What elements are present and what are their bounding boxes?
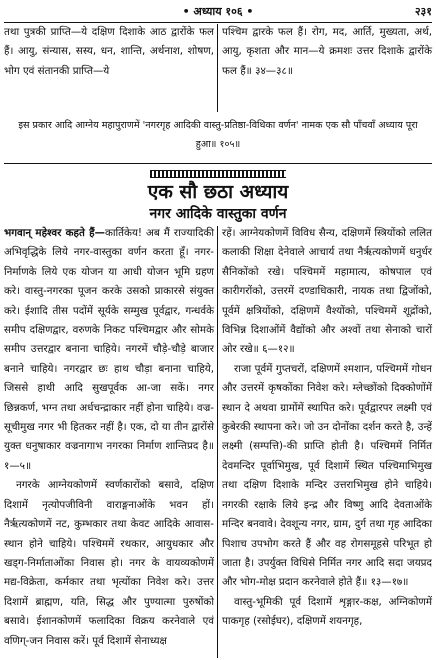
top-left-text: तथा पुत्रकी प्राप्ति—ये दक्षिण दिशाके आठ द्वारोंके फल हैं। आयु, संन्यास, सस्य, धन, शान्ति, अर्थनाश, शोषण, भोग एवं संतानकी प्राप्ति—ये bbox=[4, 26, 214, 77]
body-left-paragraph-2: नगरके आग्नेयकोणमें स्वर्णकारोंको बसावे, दक्षिण दिशामें नृत्योपजीविनी वाराङ्गनाओंके भवन हों। नैर्ऋत्यकोणमें नट, कुम्भकार तथा केवट आदिके आवास-स्थान होने चाहिये। पश्चिममें रथकार, आयुधकार और खड्ग-निर्माताओंका निवास हो। नगर के वायव्यकोणमें मद्य-विक्रेता, कर्मकार तथा भृत्योंका निवेश करे। उत्तर दिशामें ब्राह्मण, यति, सिद्ध और पुण्यात्मा पुरुषोंको बसावे। ईशानकोणमें फलादिका विक्रय करनेवाले एवं वणिग्-जन निवास करें। पूर्व दिशामें सेनाध्यक्ष bbox=[4, 479, 214, 647]
title-ornament bbox=[150, 170, 286, 178]
top-right-text: पश्चिम द्वारके फल हैं। रोग, मद, आर्ति, मुख्यता, अर्थ, आयु, कृशता और मान—ये क्रमशः उत्तर दिशाके द्वारोंके फल हैं॥ ३४—३८॥ bbox=[222, 26, 432, 77]
body-left-column bbox=[4, 224, 214, 658]
chapter-header: • अध्याय १०६ • bbox=[182, 4, 254, 18]
body-right-paragraph-3: वास्तु-भूमिकी पूर्व दिशामें शृङ्गार-कक्ष, अग्निकोणमें पाकगृह (रसोईघर), दक्षिणमें शयनगृह, bbox=[222, 595, 432, 628]
body-columns bbox=[4, 224, 432, 658]
section-rule bbox=[4, 163, 432, 164]
top-right-column bbox=[222, 23, 432, 115]
body-right-paragraph-2: राजा पूर्वमें गुप्तचरों, दक्षिणमें श्मशान, पश्चिममें गोधन और उत्तरमें कृषकोंका निवेश करे। म्लेच्छोंको दिक्कोणोंमें स्थान दे अथवा ग्रामोंमें स्थापित करे। पूर्वद्वारपर लक्ष्मी एवं कुबेरकी स्थापना करे। जो उन दोनोंका दर्शन करते है, उन्हें लक्ष्मी (सम्पत्ति)-की प्राप्ति होती है। पश्चिममें निर्मित देवमन्दिर पूर्वाभिमुख, पूर्व दिशामें स्थित पश्चिमाभिमुख तथा दक्षिण दिशाके मन्दिर उत्तराभिमुख होने चाहिये। नगरकी रक्षाके लिये इन्द्र और विष्णु आदि देवताओंके मन्दिर बनवावे। देवशून्य नगर, ग्राम, दुर्ग तथा गृह आदिका पिशाच उपभोग करते हैं और वह रोगसमूहसे परिभूत हो जाता है। उपर्युक्त विधिसे निर्मित नगर आदि सदा जयप्रद और भोग-मोक्ष प्रदान करनेवाले होते हैं॥ १३—१७॥ bbox=[222, 362, 432, 589]
page-number: २३१ bbox=[414, 4, 432, 18]
speaker-label: भगवान् महेश्वर कहते हैं— bbox=[4, 227, 105, 239]
body-right-paragraph-1: रहें। आग्नेयकोणमें विविध सैन्य, दक्षिणमें स्त्रियोंको ललित कलाकी शिक्षा देनेवाले आचार्य तथा नैर्ऋत्यकोणमें धनुर्धर सैनिकोंको रखे। पश्चिममें महामात्य, कोषपाल एवं कारीगरोंको, उत्तरमें दण्डाधिकारी, नायक तथा द्विजोंको, पूर्वमें क्षत्रियोंको, दक्षिणमें वैश्योंको, पश्चिममें शूद्रोंको, विभिन्न दिशाओंमें वैद्योंको और अश्वों तथा सेनाको चारों ओर रखे॥ ६—१२॥ bbox=[222, 227, 432, 356]
top-columns bbox=[4, 23, 432, 115]
running-header bbox=[4, 0, 432, 23]
body-right-column bbox=[222, 224, 432, 658]
chapter-title: एक सौ छठा अध्याय bbox=[147, 181, 289, 203]
top-left-column bbox=[4, 23, 214, 115]
column-divider-top bbox=[217, 24, 218, 112]
body-left-text-1: कार्तिकेय! अब मैं राज्यादिकी अभिवृद्धिके लिये नगर-वास्तुका वर्णन करता हूँ। नगर-निर्माणके लिये एक योजन या आधी योजन भूमि ग्रहण करे। वास्तु-नगरका पूजन करके उसको प्राकारसे संयुक्त करे। ईशादि तीस पदोंमें सूर्यके सम्मुख पूर्वद्वार, गन्धर्वके समीप दक्षिणद्वार, वरुणके निकट पश्चिमद्वार और सोमके समीप उत्तरद्वार बनाना चाहिये। नगरमें चौड़े-चौड़े बाजार बनाने चाहिये। नगरद्वार छः हाथ चौड़ा बनाना चाहिये, जिससे हाथी आदि सुखपूर्वक आ-जा सकें। नगर छिन्नकर्ण, भग्न तथा अर्धचन्द्राकार नहीं होना चाहिये। वज्र-सूचीमुख नगर भी हितकर नहीं है। एक, दो या तीन द्वारोंसे युक्त धनुषाकार वज्रनागाभ नगरका निर्माण शान्तिप्रद है॥ १—५॥ bbox=[4, 227, 214, 472]
chapter-colophon: इस प्रकार आदि आग्नेय महापुराणमें 'नगरगृह आदिकी वास्तु-प्रतिष्ठा-विधिका वर्णन' नामक एक सौ पाँचवाँ अध्याय पूरा हुआ॥ १०५॥ bbox=[18, 120, 418, 150]
column-divider-body bbox=[217, 226, 218, 658]
body-left-paragraph-1 bbox=[4, 224, 214, 476]
chapter-subtitle: नगर आदिके वास्तुका वर्णन bbox=[149, 206, 287, 222]
